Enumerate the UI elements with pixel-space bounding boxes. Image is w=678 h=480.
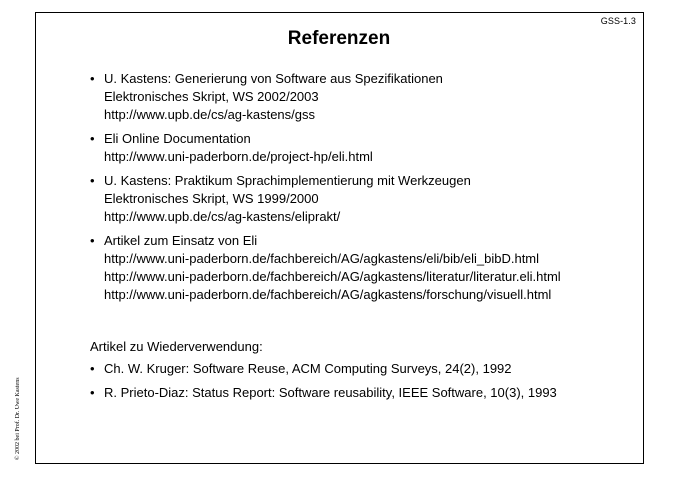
bullet-icon: • (90, 71, 95, 86)
copyright-notice: © 2002 bei Prof. Dr. Uwe Kastens (15, 377, 21, 460)
reference-url: http://www.uni-paderborn.de/project-hp/eli.html (104, 149, 373, 164)
reference-list (90, 70, 635, 304)
bullet-icon: • (90, 361, 95, 376)
bullet-icon: • (90, 233, 95, 248)
page-title: Referenzen (287, 28, 391, 49)
reference-line: Elektronisches Skript, WS 2002/2003 (104, 89, 319, 104)
reuse-article-list (90, 360, 635, 402)
page-id: GSS-1.3 (600, 16, 636, 26)
reference-url: http://www.uni-paderborn.de/fachbereich/AG/agkastens/eli/bib/eli_bibD.html (104, 251, 540, 266)
reference-line: Artikel zum Einsatz von Eli (104, 233, 258, 248)
bullet-icon: • (90, 131, 95, 146)
reference-url: http://www.upb.de/cs/ag-kastens/eliprakt/ (104, 209, 341, 224)
reference-item (90, 232, 635, 304)
reference-line: Eli Online Documentation (104, 131, 251, 146)
bullet-icon: • (90, 385, 95, 400)
reference-line: U. Kastens: Praktikum Sprachimplementierung mit Werkzeugen (104, 173, 471, 188)
reuse-article-item (90, 384, 635, 402)
reuse-heading: Artikel zu Wiederverwendung: (90, 339, 263, 354)
reuse-article-text: R. Prieto-Diaz: Status Report: Software reusability, IEEE Software, 10(3), 1993 (104, 385, 557, 400)
reference-item (90, 70, 635, 124)
reference-url: http://www.uni-paderborn.de/fachbereich/AG/agkastens/literatur/literatur.eli.html (104, 269, 561, 284)
reuse-article-item (90, 360, 635, 378)
reference-url: http://www.uni-paderborn.de/fachbereich/AG/agkastens/forschung/visuell.html (104, 287, 552, 302)
reference-line: Elektronisches Skript, WS 1999/2000 (104, 191, 319, 206)
reference-item (90, 130, 635, 166)
reference-url: http://www.upb.de/cs/ag-kastens/gss (104, 107, 315, 122)
slide-content (90, 70, 635, 408)
reference-line: U. Kastens: Generierung von Software aus Spezifikationen (104, 71, 443, 86)
reuse-article-text: Ch. W. Kruger: Software Reuse, ACM Computing Surveys, 24(2), 1992 (104, 361, 512, 376)
reference-item (90, 172, 635, 226)
bullet-icon: • (90, 173, 95, 188)
